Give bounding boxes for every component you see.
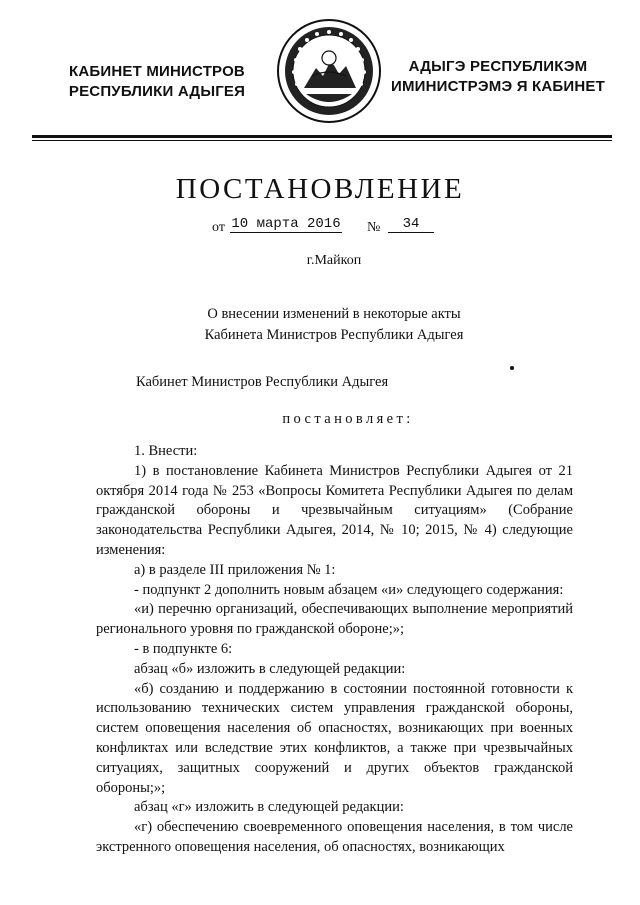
scan-speck xyxy=(510,366,514,370)
issuer-statement: Кабинет Министров Республики Адыгея xyxy=(136,374,389,390)
body-paragraph: 1. Внести: xyxy=(134,443,198,459)
body-paragraph: - подпункт 2 дополнить новым абзацем «и» следующего содержания: xyxy=(134,581,564,598)
date-number-line xyxy=(212,214,452,236)
body-paragraph: 1) в постановление Кабинета Министров Республики Адыгея от 21 октября 2014 года № 253 «Вопросы Комитета Республики Адыгея по делам гражданской обороны и чрезвычайным ситуациям» (Собрание законодательства Республики Адыгея, 2014, № 10; 2015, № 4) следующие изменения: xyxy=(96,462,573,558)
issuer-header-line: АДЫГЭ РЕСПУБЛИКЭМ xyxy=(408,58,588,75)
header-divider xyxy=(32,135,612,138)
body-paragraph: «б) созданию и поддержанию в состоянии постоянной готовности к использованию технических систем управления гражданской обороны, систем оповещения населения об опасностях, возникающих при военных конфликтах или вследствие этих конфликтов, а также при чрезвычайных ситуациях, защитных сооружений и других объектов гражданской обороны;»; xyxy=(96,680,573,796)
date-prefix: от xyxy=(212,220,225,235)
body-paragraph: «г) обеспечению своевременного оповещения населения, в том числе экстренного оповещения населения, об опасностях, возникающих xyxy=(96,819,573,855)
body-paragraph: - в подпункте 6: xyxy=(134,640,233,657)
issuer-header-adyghe xyxy=(388,57,608,97)
body-paragraph: «и) перечню организаций, обеспечивающих выполнение мероприятий регионального уровня по гражданской обороне;»; xyxy=(96,601,573,638)
document-body xyxy=(96,442,573,858)
body-paragraph: абзац «б» изложить в следующей редакции: xyxy=(134,660,406,677)
document-number: 34 xyxy=(388,216,434,233)
document-subject xyxy=(0,304,640,346)
issue-city: г.Майкоп xyxy=(306,253,362,268)
coat-of-arms-emblem-icon xyxy=(276,18,382,124)
header-divider-thin xyxy=(32,140,612,141)
decrees-word: постановляет: xyxy=(282,411,414,427)
issuer-header-line: КАБИНЕТ МИНИСТРОВ xyxy=(69,63,245,80)
body-paragraph: а) в разделе III приложения № 1: xyxy=(134,561,336,578)
subject-line: О внесении изменений в некоторые акты xyxy=(207,306,461,322)
issuer-header-line: РЕСПУБЛИКИ АДЫГЕЯ xyxy=(68,83,246,100)
document-date: 10 марта 2016 xyxy=(231,216,341,232)
document-title: ПОСТАНОВЛЕНИЕ xyxy=(175,173,465,205)
number-prefix: № xyxy=(367,220,381,235)
subject-line: Кабинета Министров Республики Адыгея xyxy=(204,327,464,343)
issuer-header-russian xyxy=(54,62,260,102)
body-paragraph: абзац «г» изложить в следующей редакции: xyxy=(134,799,404,816)
issuer-header-line: ИМИНИСТРЭМЭ Я КАБИНЕТ xyxy=(390,78,605,95)
